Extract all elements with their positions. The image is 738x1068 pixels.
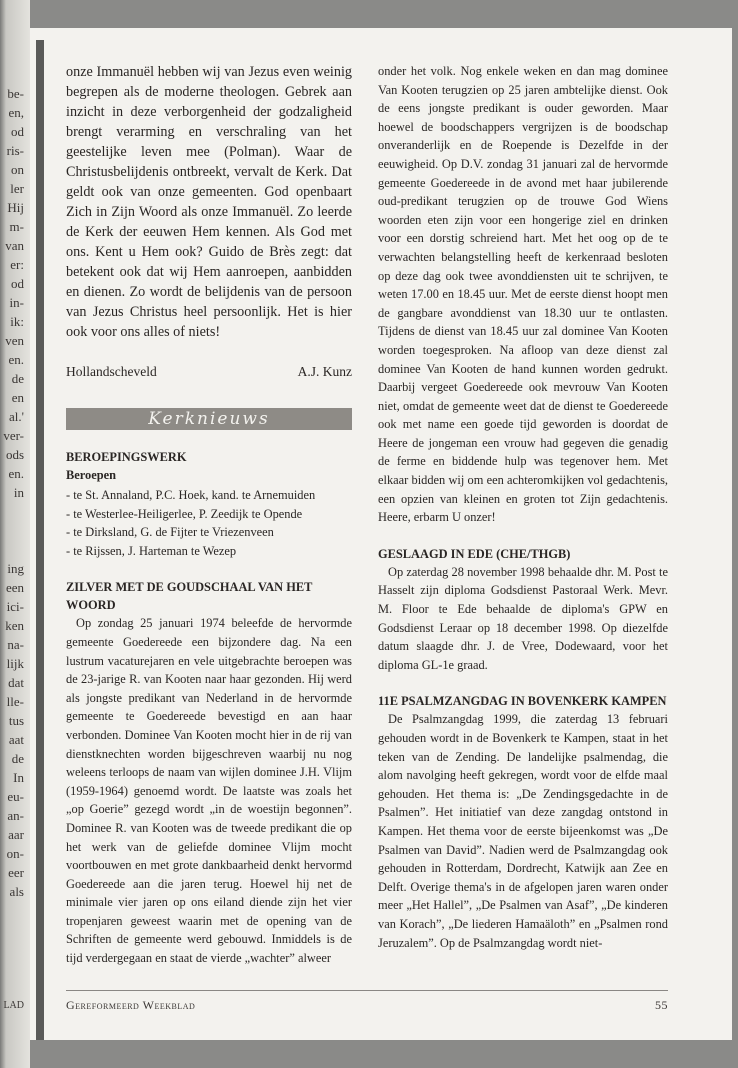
previous-page-fragment: on- bbox=[6, 846, 24, 861]
previous-page-fragment: een bbox=[5, 580, 24, 595]
psalmzangdag-body bbox=[378, 710, 668, 952]
geslaagd-heading: GESLAAGD IN EDE (CHE/THGB) bbox=[378, 546, 571, 561]
right-column bbox=[378, 62, 668, 952]
previous-page-fragment: tus bbox=[8, 713, 24, 728]
previous-page-fragment: aat bbox=[8, 732, 24, 747]
previous-page-fragment: ven bbox=[5, 333, 24, 348]
beroepingswerk-heading: BEROEPINGSWERK bbox=[66, 450, 187, 464]
psalmzangdag-heading: 11E PSALMZANGDAG IN BOVENKERK KAMPEN bbox=[378, 694, 667, 709]
previous-page-fragment: en. bbox=[8, 352, 24, 367]
previous-page-fragment: en bbox=[11, 390, 24, 405]
previous-page-fragment: ici- bbox=[6, 599, 24, 614]
previous-page-fragment: od bbox=[11, 276, 24, 291]
list-item: - te Dirksland, G. de Fijter te Vriezenveen bbox=[66, 525, 274, 540]
previous-page-fragment: van bbox=[5, 238, 24, 253]
previous-page-fragment: In bbox=[13, 770, 24, 785]
previous-page-fragment bbox=[0, 540, 24, 559]
publication-name: Gereformeerd Weekblad bbox=[66, 998, 196, 1012]
previous-page-fragment: Hij bbox=[7, 200, 24, 215]
previous-page-fragment: aar bbox=[8, 827, 24, 842]
signature-place: Hollandscheveld bbox=[66, 364, 157, 379]
kerknieuws-title: Kerknieuws bbox=[148, 409, 270, 429]
previous-page-footer: LAD bbox=[3, 1000, 24, 1011]
previous-page-fragment bbox=[0, 502, 24, 521]
previous-page-edge bbox=[0, 0, 30, 1068]
previous-page-fragments bbox=[0, 84, 24, 901]
article-ending bbox=[66, 62, 352, 342]
article-paragraph: onder het volk. Nog enkele weken en dan mag dominee Van Kooten terugzien op 25 jaren ambtelijke dienst. Ook de eens jongste predikant is ouder geworden. Maar hoewel de boodschappers vergrijzen is de boodschap onveranderlijk en de Roepende is Dezelfde in der eeuwigheid. Op D.V. zondag 31 januari zal de hervormde gemeente Goedereede in de avond met haar jubilerende oud-predikant terugzien op de trouwe God Wiens woorden eten zijn voor een hongerige ziel en drinken voor een dorstig schreiend hart. Met het oog op de te verwachten belangstelling heeft de kerkenraad besloten op deze dag ook twee avonddiensten uit te schrijven, te weten 17.00 en 18.45 uur. Met de eerste dienst hoopt men de gangbare avonddienst van 18.30 uur te ontlasten. Tijdens de dienst van 18.45 uur zal dominee Van Kooten worden toegesproken. Na afloop van deze dienst zal dominee Van Kooten de hand kunnen worden gedrukt. Daarbij vergeet Goedereede ook mevrouw Van Kooten niet, omdat de gemeente weet dat de dienst te Goedereede ook met name een goede tijd geworden is doordat de Heere de jongeman een vrouw had gegeven die genadig de ferme en biddende hulp was tegenover hem. Met elkaar bidden wij om een achteromkijken vol gedachtenis, een opzien van kleinen en groten tot Zijn gedachtenis. Heere, erbarm U onzer! bbox=[378, 64, 668, 525]
previous-page-fragment: ken bbox=[5, 618, 24, 633]
previous-page-fragment: in bbox=[13, 485, 24, 500]
beroepen-list bbox=[66, 486, 352, 560]
list-item: - te Rijssen, J. Harteman te Wezep bbox=[66, 543, 237, 558]
previous-page-fragment: lle- bbox=[6, 694, 24, 709]
zilver-body-part2 bbox=[378, 62, 668, 527]
previous-page-fragment: er: bbox=[10, 257, 24, 272]
article-paragraph: Op zondag 25 januari 1974 beleefde de hervormde gemeente Goedereede een bijzondere dag. Na een lustrum vacaturejaren en vele uitgebrachte beroepen was de 23-jarige R. van Kooten naar haar gezonden. Hij werd als jongste predikant van Nederland in de hervormde gemeente te Goedereede bevestigd en aan haar verbonden. Dominee Van Kooten mocht hier in de rij van dienstknechten worden bijgeschreven waarbij nu nog weleens terloops de naam van wijlen dominee J.H. Vlijm (1959-1964) genoemd wordt. De laatste was zoals het „op Goerie” gezegd wordt „in de woestijn begonnen”. Dominee R. van Kooten was de tweede predikant die op het werk van de geliefde dominee Vlijm mocht voortbouwen en met grote dankbaarheid denkt hervormd Goedereede aan die jaren terug. Hoewel hij net de minimale vier jaren op ons eiland diende zijn het vier tropenjaren geweest waarin met de opening van de Schriften de gemeente werd gebouwd. Inmiddels is de tijd verdergegaan en staat de vierde „wachter” alweer bbox=[66, 616, 352, 966]
previous-page-fragment: ris- bbox=[6, 143, 24, 158]
list-item: - te St. Annaland, P.C. Hoek, kand. te Arnemuiden bbox=[66, 488, 316, 502]
article-signature bbox=[66, 364, 352, 380]
kerknieuws-banner bbox=[66, 408, 352, 430]
previous-page-fragment: dat bbox=[8, 675, 24, 690]
list-item: - te Westerlee-Heiligerlee, P. Zeedijk te Opende bbox=[66, 506, 303, 521]
binding-spine bbox=[36, 40, 44, 1040]
beroepen-subheading: Beroepen bbox=[66, 468, 117, 482]
previous-page-fragment: lijk bbox=[6, 656, 24, 671]
previous-page-fragment bbox=[0, 521, 24, 540]
signature-author: A.J. Kunz bbox=[297, 364, 352, 379]
article-paragraph: Op zaterdag 28 november 1998 behaalde dhr. M. Post te Hasselt zijn diploma Godsdienst Pastoraal Werk. Mevr. M. Floor te Ede behaalde de diploma's GPW en Godsdienst Leraar op 18 december 1998. Op diezelfde datum slaagde dhr. J. de Vree, Dodewaard, voor het diploma GL-1e graad. bbox=[378, 564, 668, 672]
article-paragraph: De Psalmzangdag 1999, die zaterdag 13 februari gehouden wordt in de Bovenkerk te Kampen, staat in het teken van de Zending. De landelijke psalmendag, die alom navolging heeft gekregen, wordt voor de elfde maal gehouden. Het thema is: „De Zendingsgedachte in de Psalmen”. Het initiatief van deze zangdag ontstond in Kampen. Het thema voor de eerste bijeenkomst was „De Psalmen van David”. Nadien werd de Psalmzangdag ook gehouden in Rotterdam, Dordrecht, Katwijk aan Zee en Delft. Overige thema's in de afgelopen jaren waren onder meer „Het Hallel”, „De Psalmen van Asaf”, „De kinderen van Korach”, „De liederen Hamaäloth” en „Psalmen rond Jeruzalem”. Op de Psalmzangdag wordt niet- bbox=[378, 712, 668, 950]
previous-page-fragment: al.' bbox=[9, 409, 24, 424]
previous-page-fragment: ler bbox=[10, 181, 24, 196]
previous-page-fragment: on bbox=[11, 162, 24, 177]
previous-page-fragment: m- bbox=[9, 219, 24, 234]
previous-page-fragment: be- bbox=[7, 86, 24, 101]
article-paragraph: onze Immanuël hebben wij van Jezus even weinig begrepen als de moderne theologen. Gebrek aan inzicht in deze verborgenheid der godzaligheid brengt verarming en verschraling van het geestelijke leven mee (Polman). Waar de Christusbelijdenis ontbreekt, vervalt de Kerk. Dat geldt ook van onze gemeenten. God openbaart Zich in Zijn Woord als onze Immanuël. Zo leerde de Kerk der eeuwen Hem kennen. Als God met ons. Kent u Hem ook? Guido de Brès zegt: dat betekent ook dat wij Hem aanroepen, aanbidden en dienen. Zo wordt de belijdenis van de persoon van Jezus Christus heel persoonlijk. Het is hier ook voor ons alles of niets! bbox=[66, 64, 352, 340]
previous-page-fragment: ik: bbox=[10, 314, 24, 329]
previous-page-fragment: als bbox=[9, 884, 24, 899]
page-number: 55 bbox=[655, 998, 668, 1012]
previous-page-fragment: en. bbox=[8, 466, 24, 481]
previous-page-fragment: na- bbox=[7, 637, 24, 652]
footer-divider bbox=[66, 990, 668, 991]
previous-page-fragment: de bbox=[11, 371, 24, 386]
geslaagd-body bbox=[378, 563, 668, 675]
previous-page-fragment: en, bbox=[8, 105, 24, 120]
left-column bbox=[66, 62, 352, 968]
zilver-body-part1 bbox=[66, 614, 352, 967]
previous-page-fragment: an- bbox=[7, 808, 24, 823]
previous-page-fragment: eer bbox=[8, 865, 24, 880]
previous-page-fragment: eu- bbox=[7, 789, 24, 804]
previous-page-fragment: ods bbox=[5, 447, 24, 462]
previous-page-fragment: in- bbox=[9, 295, 24, 310]
previous-page-fragment: od bbox=[11, 124, 24, 139]
previous-page-fragment: ing bbox=[7, 561, 24, 576]
previous-page-fragment: ver- bbox=[3, 428, 24, 443]
zilver-heading: ZILVER MET DE GOUDSCHAAL VAN HET WOORD bbox=[66, 580, 313, 613]
previous-page-fragment: de bbox=[11, 751, 24, 766]
